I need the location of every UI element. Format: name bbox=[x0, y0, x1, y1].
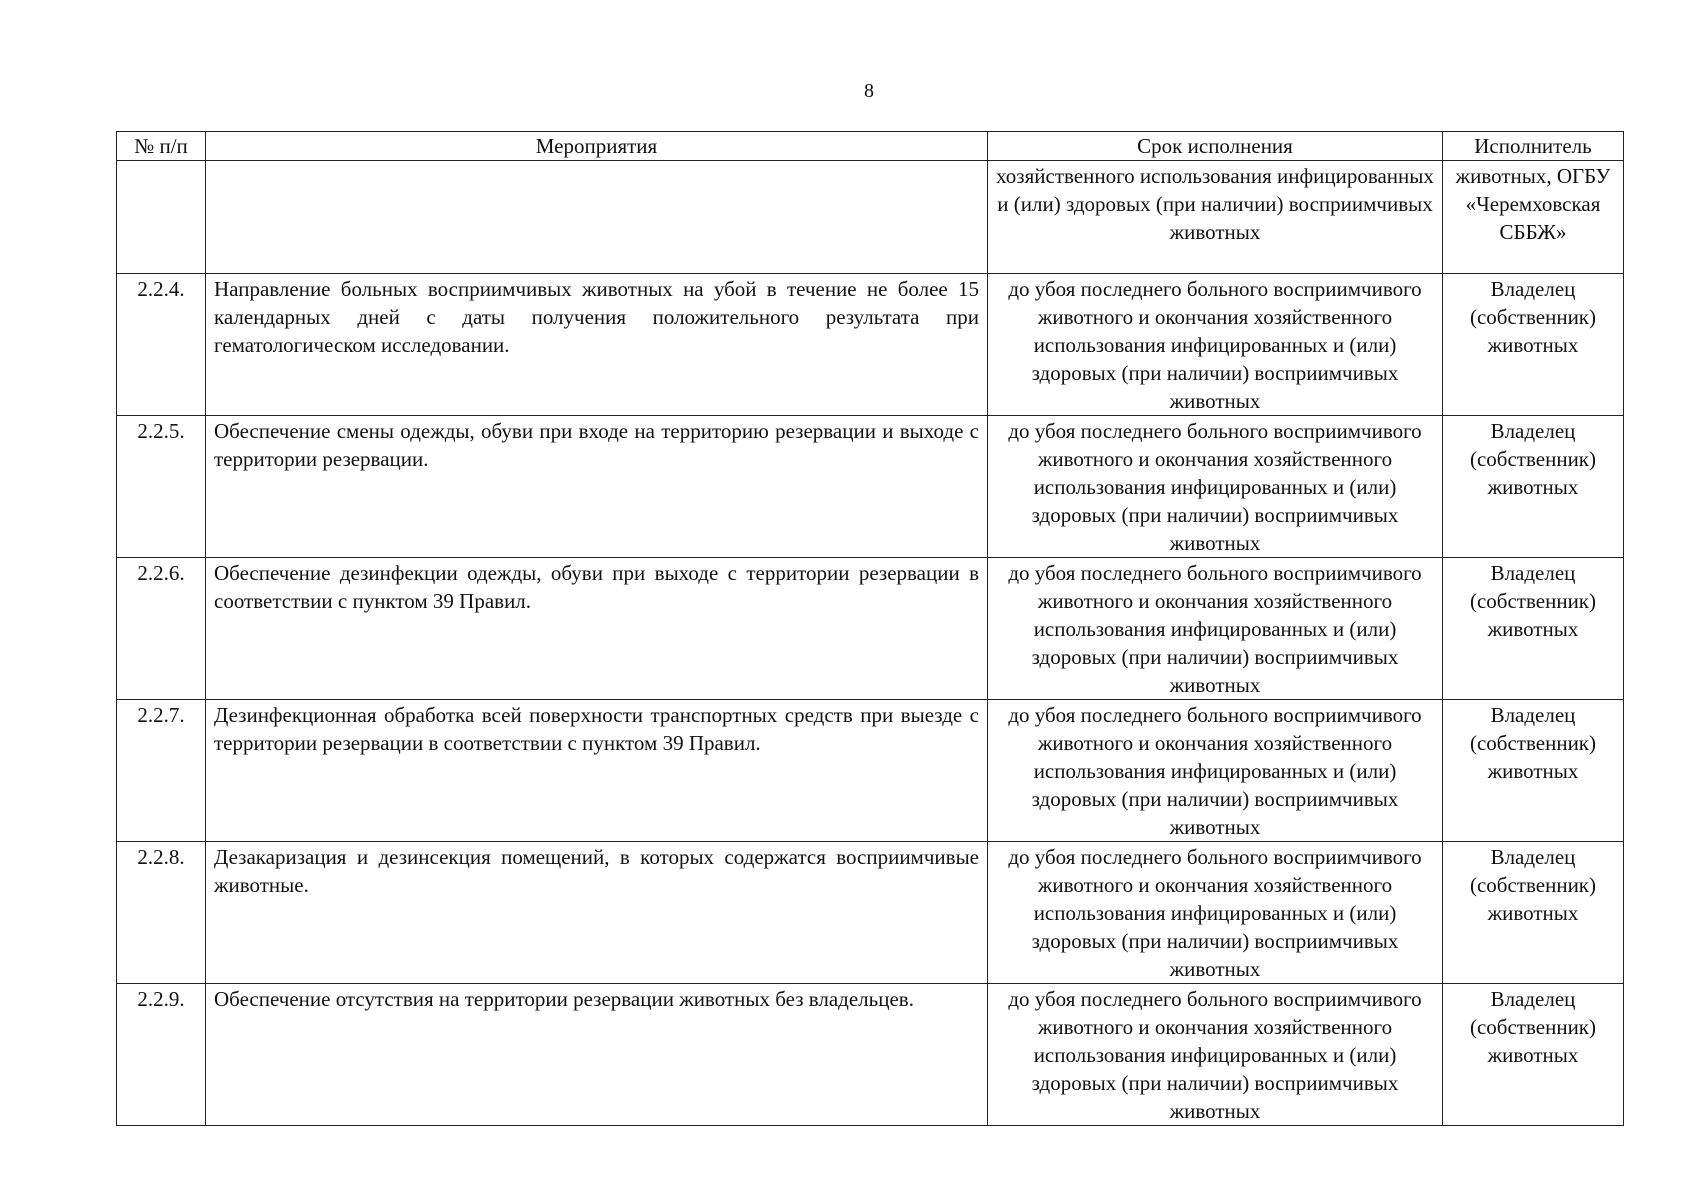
row-number: 2.2.7. bbox=[117, 700, 206, 842]
row-number bbox=[117, 161, 206, 274]
measures-table bbox=[116, 131, 1624, 1126]
row-measure: Дезакаризация и дезинсекция помещений, в которых содержатся восприимчивые животные. bbox=[206, 842, 988, 984]
row-executor: Владелец (собственник) животных bbox=[1443, 416, 1624, 558]
header-executor: Исполнитель bbox=[1443, 132, 1624, 161]
row-measure: Обеспечение смены одежды, обуви при входе на территорию резервации и выходе с территории резервации. bbox=[206, 416, 988, 558]
table-row bbox=[117, 416, 1624, 558]
table-header-row bbox=[117, 132, 1624, 161]
row-deadline: до убоя последнего больного восприимчивого животного и окончания хозяйственного использования инфицированных и (или) здоровых (при наличии) восприимчивых животных bbox=[988, 416, 1443, 558]
table-row bbox=[117, 842, 1624, 984]
row-executor: Владелец (собственник) животных bbox=[1443, 558, 1624, 700]
row-number: 2.2.8. bbox=[117, 842, 206, 984]
header-deadline: Срок исполнения bbox=[988, 132, 1443, 161]
row-measure: Направление больных восприимчивых животных на убой в течение не более 15 календарных дней с даты получения положительного результата при гематологическом исследовании. bbox=[206, 274, 988, 416]
row-number: 2.2.9. bbox=[117, 984, 206, 1126]
row-executor: животных, ОГБУ «Черемховская СББЖ» bbox=[1443, 161, 1624, 274]
table-row-continuation bbox=[117, 161, 1624, 274]
row-executor: Владелец (собственник) животных bbox=[1443, 842, 1624, 984]
table-row bbox=[117, 700, 1624, 842]
row-number: 2.2.6. bbox=[117, 558, 206, 700]
row-executor: Владелец (собственник) животных bbox=[1443, 700, 1624, 842]
row-measure: Обеспечение дезинфекции одежды, обуви при выходе с территории резервации в соответствии с пунктом 39 Правил. bbox=[206, 558, 988, 700]
row-measure: Дезинфекционная обработка всей поверхности транспортных средств при выезде с территории резервации в соответствии с пунктом 39 Правил. bbox=[206, 700, 988, 842]
header-number: № п/п bbox=[117, 132, 206, 161]
row-measure: Обеспечение отсутствия на территории резервации животных без владельцев. bbox=[206, 984, 988, 1126]
row-number: 2.2.5. bbox=[117, 416, 206, 558]
table-row bbox=[117, 984, 1624, 1126]
row-measure bbox=[206, 161, 988, 274]
page-number: 8 bbox=[864, 80, 874, 102]
row-deadline: до убоя последнего больного восприимчивого животного и окончания хозяйственного использования инфицированных и (или) здоровых (при наличии) восприимчивых животных bbox=[988, 558, 1443, 700]
row-deadline: до убоя последнего больного восприимчивого животного и окончания хозяйственного использования инфицированных и (или) здоровых (при наличии) восприимчивых животных bbox=[988, 842, 1443, 984]
row-deadline: хозяйственного использования инфицированных и (или) здоровых (при наличии) восприимчивых животных bbox=[988, 161, 1443, 274]
row-executor: Владелец (собственник) животных bbox=[1443, 984, 1624, 1126]
row-deadline: до убоя последнего больного восприимчивого животного и окончания хозяйственного использования инфицированных и (или) здоровых (при наличии) восприимчивых животных bbox=[988, 274, 1443, 416]
row-deadline: до убоя последнего больного восприимчивого животного и окончания хозяйственного использования инфицированных и (или) здоровых (при наличии) восприимчивых животных bbox=[988, 700, 1443, 842]
header-measures: Мероприятия bbox=[206, 132, 988, 161]
row-executor: Владелец (собственник) животных bbox=[1443, 274, 1624, 416]
row-deadline: до убоя последнего больного восприимчивого животного и окончания хозяйственного использования инфицированных и (или) здоровых (при наличии) восприимчивых животных bbox=[988, 984, 1443, 1126]
table-row bbox=[117, 558, 1624, 700]
row-number: 2.2.4. bbox=[117, 274, 206, 416]
table-row bbox=[117, 274, 1624, 416]
